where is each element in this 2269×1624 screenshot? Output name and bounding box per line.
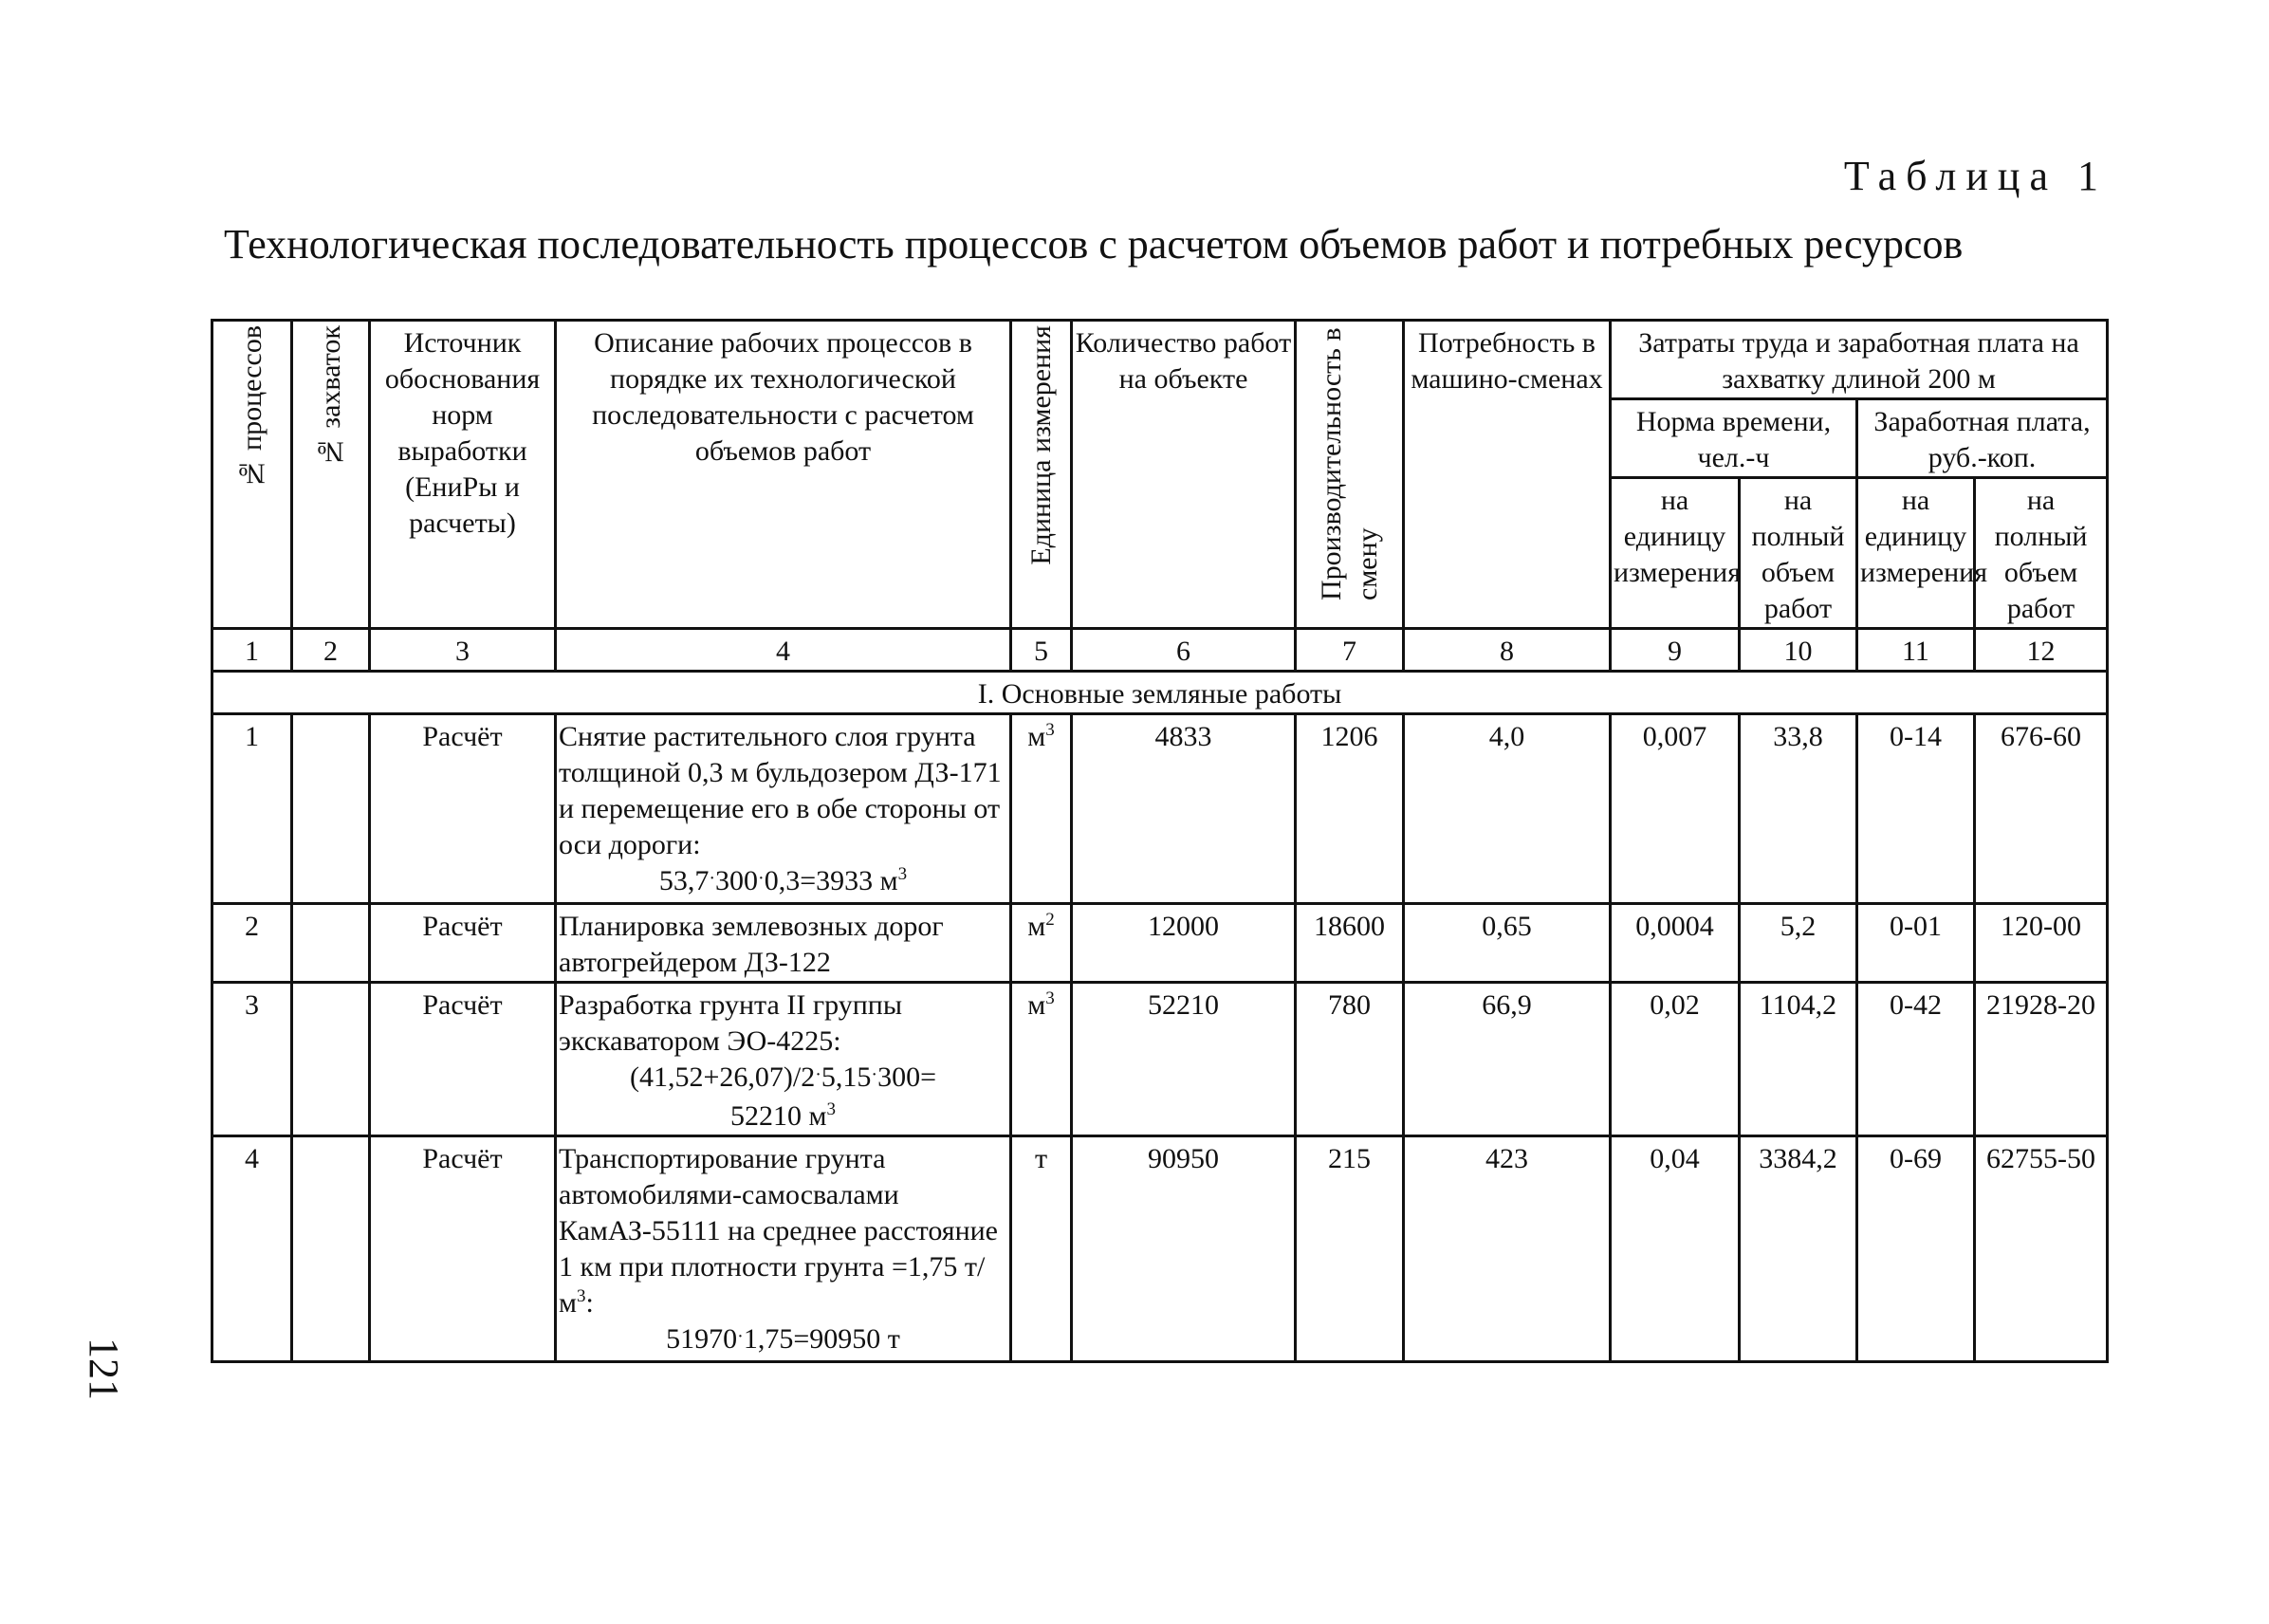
row-machine-shifts: 66,9 [1404, 983, 1611, 1136]
row-zahvatka [292, 983, 370, 1136]
row-description: Планировка землевозных дорог автогрейдером ДЗ-122 [556, 904, 1011, 983]
row-norm-unit: 0,02 [1611, 983, 1740, 1136]
row-productivity: 1206 [1296, 714, 1404, 904]
row-wage-total: 21928-20 [1975, 983, 2108, 1136]
header-col-source: Источник обоснования норм выработки (ЕниРы и расчеты) [370, 321, 556, 629]
header-wage: Заработная плата, руб.-коп. [1857, 399, 2108, 478]
header-norm-time: Норма времени, чел.-ч [1611, 399, 1857, 478]
row-process-number: 1 [212, 714, 292, 904]
row-norm-unit: 0,0004 [1611, 904, 1740, 983]
table-row [212, 714, 2108, 904]
row-process-number: 3 [212, 983, 292, 1136]
row-norm-total: 33,8 [1740, 714, 1857, 904]
row-wage-unit: 0-42 [1857, 983, 1975, 1136]
row-wage-total: 120-00 [1975, 904, 2108, 983]
row-machine-shifts: 423 [1404, 1136, 1611, 1362]
row-productivity: 215 [1296, 1136, 1404, 1362]
header-col-norm-unit: на единицу измерения [1611, 478, 1740, 629]
data-table [211, 319, 2109, 1363]
row-norm-total: 1104,2 [1740, 983, 1857, 1136]
header-col-wage-total: на полный объем работ [1975, 478, 2108, 629]
row-wage-total: 62755-50 [1975, 1136, 2108, 1362]
row-process-number: 2 [212, 904, 292, 983]
row-source: Расчёт [370, 714, 556, 904]
col-number: 5 [1011, 629, 1072, 672]
header-row-1 [212, 321, 2108, 399]
table-title: Технологическая последовательность процессов с расчетом объемов работ и потребных ресурсов [224, 221, 1964, 268]
row-source: Расчёт [370, 1136, 556, 1362]
row-machine-shifts: 0,65 [1404, 904, 1611, 983]
header-col-unit: Единица измерения [1011, 321, 1072, 629]
col-number: 8 [1404, 629, 1611, 672]
row-productivity: 18600 [1296, 904, 1404, 983]
table-label: Таблица 1 [1843, 153, 2108, 199]
header-col-description: Описание рабочих процессов в порядке их технологической последовательности с расчетом объемов работ [556, 321, 1011, 629]
col-number: 4 [556, 629, 1011, 672]
col-number: 11 [1857, 629, 1975, 672]
row-description: Разработка грунта II группы экскаватором ЭО-4225: (41,52+26,07)/2·5,15·300= 52210 $м^3$ [556, 983, 1011, 1136]
data-table-wrapper [211, 319, 2106, 1355]
row-zahvatka [292, 1136, 370, 1362]
row-productivity: 780 [1296, 983, 1404, 1136]
col-number: 10 [1740, 629, 1857, 672]
section-title: I. Основные земляные работы [212, 672, 2108, 714]
row-formula: 53,7·300·0,3=3933 $м^3$ [658, 864, 908, 896]
col-number: 1 [212, 629, 292, 672]
col-number: 9 [1611, 629, 1740, 672]
row-formula: 51970·1,75=90950 т [666, 1323, 900, 1355]
col-number: 7 [1296, 629, 1404, 672]
row-norm-total: 3384,2 [1740, 1136, 1857, 1362]
row-wage-total: 676-60 [1975, 714, 2108, 904]
header-col-zahvatki: № захваток [292, 321, 370, 629]
table-row [212, 904, 2108, 983]
row-machine-shifts: 4,0 [1404, 714, 1611, 904]
header-col-machine-shifts: Потребность в машино-сменах [1404, 321, 1611, 629]
header-col-wage-unit: на единицу измерения [1857, 478, 1975, 629]
table-row [212, 1136, 2108, 1362]
row-formula-result: 52210 $м^3$ [730, 1099, 836, 1132]
row-unit: $м^3$ [1011, 983, 1072, 1136]
col-number: 12 [1975, 629, 2108, 672]
header-col-productivity: Производительность в смену [1296, 321, 1404, 629]
row-zahvatka [292, 904, 370, 983]
column-number-row [212, 629, 2108, 672]
header-col-norm-total: на полный объем работ [1740, 478, 1857, 629]
header-col-quantity: Количество работ на объекте [1072, 321, 1296, 629]
col-number: 6 [1072, 629, 1296, 672]
row-source: Расчёт [370, 904, 556, 983]
row-formula: (41,52+26,07)/2·5,15·300= [630, 1061, 936, 1093]
row-process-number: 4 [212, 1136, 292, 1362]
table-row [212, 983, 2108, 1136]
row-source: Расчёт [370, 983, 556, 1136]
header-col-processes: № процессов [212, 321, 292, 629]
row-wage-unit: 0-01 [1857, 904, 1975, 983]
col-number: 2 [292, 629, 370, 672]
row-norm-total: 5,2 [1740, 904, 1857, 983]
header-group-labor-wages: Затраты труда и заработная плата на захватку длиной 200 м [1611, 321, 2108, 399]
row-quantity: 90950 [1072, 1136, 1296, 1362]
section-row [212, 672, 2108, 714]
row-quantity: 52210 [1072, 983, 1296, 1136]
row-quantity: 12000 [1072, 904, 1296, 983]
row-zahvatka [292, 714, 370, 904]
row-norm-unit: 0,04 [1611, 1136, 1740, 1362]
col-number: 3 [370, 629, 556, 672]
row-wage-unit: 0-14 [1857, 714, 1975, 904]
page-number: 121 [81, 1338, 127, 1400]
row-description: Снятие растительного слоя грунта толщиной 0,3 м бульдозером ДЗ-171 и перемещение его в обе стороны от оси дороги: 53,7·300·0,3=3933 $м^3$ [556, 714, 1011, 904]
row-unit: $м^2$ [1011, 904, 1072, 983]
row-quantity: 4833 [1072, 714, 1296, 904]
row-wage-unit: 0-69 [1857, 1136, 1975, 1362]
row-unit: $м^3$ [1011, 714, 1072, 904]
row-norm-unit: 0,007 [1611, 714, 1740, 904]
row-description: Транспортирование грунта автомобилями-самосвалами КамАЗ-55111 на среднее расстояние 1 км при плотности грунта =1,75 т/ $м^3$: 51970·1,75=90950 т [556, 1136, 1011, 1362]
row-unit: т [1011, 1136, 1072, 1362]
